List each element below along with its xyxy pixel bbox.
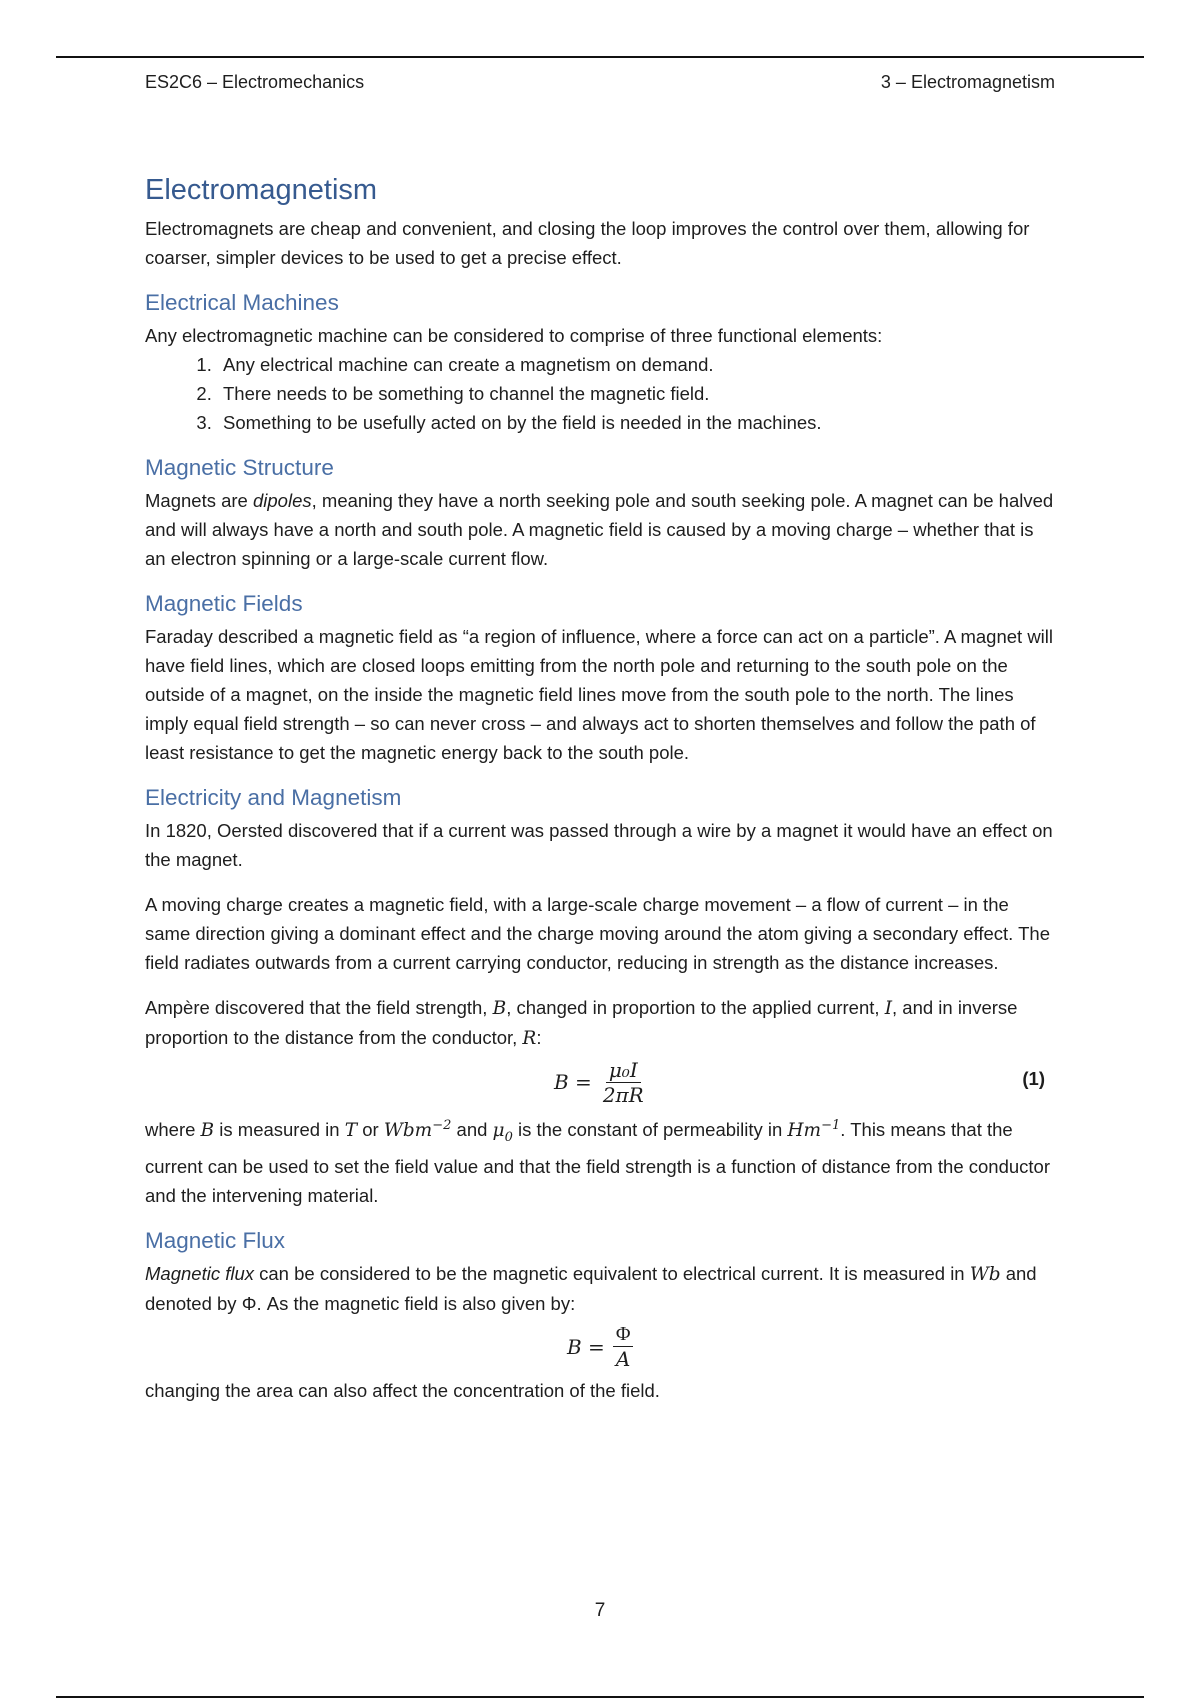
list-item: 2. There needs to be something to channel the magnetic field. bbox=[217, 379, 1055, 408]
oersted-paragraph: In 1820, Oersted discovered that if a current was passed through a wire by a magnet it would have an effect on the magnet. bbox=[145, 820, 1053, 870]
equation-1 bbox=[145, 1053, 1055, 1111]
list-item: 3. Something to be usefully acted on by the field is needed in the machines. bbox=[217, 408, 1055, 437]
structure-paragraph: Magnets are dipoles, meaning they have a north seeking pole and south seeking pole. A magnet can be halved and will always have a north and south pole. A magnetic field is caused by a moving charge – whether that is an electron spinning or a large-scale current flow. bbox=[145, 490, 1054, 569]
footer-rule bbox=[56, 1696, 1144, 1698]
fields-paragraph: Faraday described a magnetic field as “a region of influence, where a force can act on a particle”. A magnet will have field lines, which are closed loops emitting from the north pole and returning to the south pole on the outside of a magnet, on the inside the magnetic field lines move from the south pole to the north. The lines imply equal field strength – so can never cross – and always act to shorten themselves and follow the path of least resistance to get the magnetic energy back to the south pole. bbox=[145, 626, 1054, 763]
moving-charge-paragraph: A moving charge creates a magnetic field, with a large-scale charge movement – a flow of current – in the same direction giving a dominant effect and the charge moving around the atom giving a secondary effect. The field radiates outwards from a current carrying conductor, reducing in strength as the distance increases. bbox=[145, 894, 1051, 973]
machines-paragraph: Any electromagnetic machine can be considered to comprise of three functional elements: bbox=[145, 325, 883, 346]
list-item: 1. Any electrical machine can create a magnetism on demand. bbox=[217, 350, 1055, 379]
equation-1-denominator: 2πR bbox=[602, 1082, 644, 1107]
page-number: 7 bbox=[594, 1600, 606, 1621]
ampere-paragraph: Ampère discovered that the field strength, B, changed in proportion to the applied current, I, and in inverse proportion to the distance from the conductor, R: bbox=[145, 997, 1018, 1049]
header-rule bbox=[56, 56, 1144, 58]
header-course: ES2C6 – Electromechanics bbox=[145, 72, 365, 92]
heading-electricity-magnetism: Electricity and Magnetism bbox=[145, 785, 402, 810]
equation-2-numerator: Φ bbox=[613, 1322, 634, 1347]
equation-2-denominator: A bbox=[615, 1347, 631, 1372]
flux-paragraph: Magnetic flux can be considered to be the magnetic equivalent to electrical current. It is measured in Wb and denoted by Φ. As the magnetic field is also given by: bbox=[145, 1262, 1037, 1314]
units-paragraph: where B is measured in T or Wbm$^{-2}$ and $\mu_0$ is the constant of permeability in $Hm^{-1}$. This means that the current can be used to set the field value and that the field strength is a function of distance from the conductor and the intervening material. bbox=[145, 1118, 1050, 1206]
header-chapter: 3 – Electromagnetism bbox=[880, 72, 1055, 92]
page-content bbox=[145, 172, 1055, 1421]
equation-2 bbox=[145, 1318, 1055, 1376]
equation-2-lhs: B = bbox=[567, 1334, 605, 1359]
flux-conclusion: changing the area can also affect the concentration of the field. bbox=[145, 1379, 660, 1401]
page-title: Electromagnetism bbox=[145, 174, 378, 206]
machines-list bbox=[145, 350, 1055, 437]
heading-magnetic-fields: Magnetic Fields bbox=[145, 591, 303, 616]
equation-1-numerator: μ₀I bbox=[606, 1058, 641, 1083]
flux-emphasis: Magnetic flux bbox=[145, 1262, 254, 1284]
dipoles-emphasis: dipoles bbox=[252, 490, 312, 511]
heading-magnetic-structure: Magnetic Structure bbox=[145, 455, 334, 480]
intro-paragraph: Electromagnets are cheap and convenient, and closing the loop improves the control over them, allowing for coarser, simpler devices to be used to get a precise effect. bbox=[145, 218, 1030, 268]
page-header bbox=[145, 72, 1055, 100]
equation-1-lhs: B = bbox=[554, 1070, 592, 1094]
equation-1-number: (1) bbox=[1022, 1068, 1045, 1089]
heading-electrical-machines: Electrical Machines bbox=[145, 290, 339, 315]
heading-magnetic-flux: Magnetic Flux bbox=[145, 1227, 286, 1253]
